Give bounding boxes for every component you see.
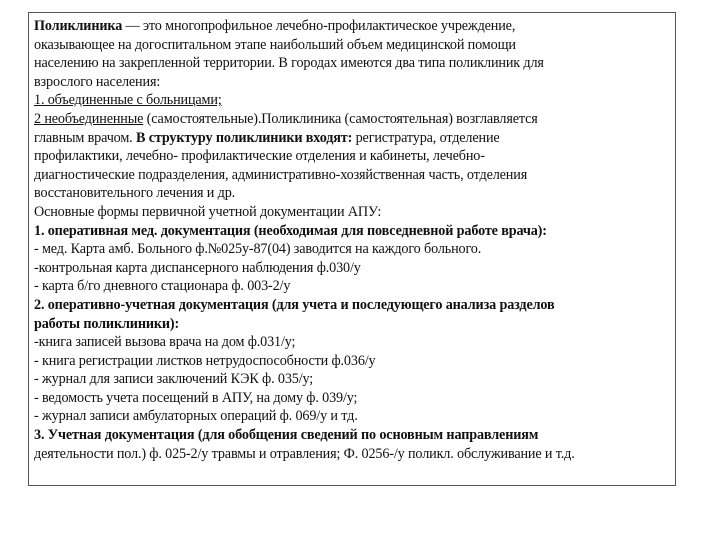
section-2-item: - журнал для записи заключений КЭК ф. 035/у; (34, 371, 314, 388)
type-item-2-rest: (самостоятельные).Поликлиника (самостоятельная) возглавляется (143, 110, 538, 127)
section-2-item: - ведомость учета посещений в АПУ, на дому ф. 039/у; (34, 389, 358, 406)
structure-text-1: регистратура, отделение (352, 129, 500, 146)
forms-heading: Основные формы первичной учетной документации АПУ: (34, 203, 382, 220)
structure-bold: В структуру поликлиники входят: (132, 129, 353, 146)
section-2-heading-line-2: работы поликлиники): (34, 315, 180, 332)
section-1-item: - карта б/го дневного стационара ф. 003-2/у (34, 278, 291, 295)
structure-line-1 (34, 129, 671, 148)
structure-line-4: восстановительного лечения и др. (34, 185, 236, 202)
section-3-heading: 3. Учетная документация (для обобщения сведений по основным направлениям (34, 427, 539, 444)
section-3-text: деятельности пол.) ф. 025-2/у травмы и отравления; Ф. 0256-/у поликл. обслуживание и т.д. (34, 445, 575, 462)
intro-line-1 (34, 17, 671, 36)
structure-prefix: главным врачом. (34, 129, 133, 146)
section-1-item: - мед. Карта амб. Больного ф.№025у-87(04) заводится на каждого больного. (34, 241, 482, 258)
structure-line-3: диагностические подразделения, административно-хозяйственная часть, отделения (34, 166, 528, 183)
intro-line-3: населению на закрепленной территории. В городах имеются два типа поликлиник для (34, 55, 544, 72)
definition-text-1: — это многопрофильное лечебно-профилактическое учреждение, (122, 18, 516, 34)
intro-line-4: взрослого населения: (34, 73, 161, 90)
structure-line-2: профилактики, лечебно- профилактические отделения и кабинеты, лечебно- (34, 148, 485, 165)
section-2-item: - журнал записи амбулаторных операций ф. 069/у и тд. (34, 408, 358, 425)
type-item-2 (34, 110, 671, 129)
intro-line-2: оказывающее на догоспитальном этапе наибольший объем медицинской помощи (34, 36, 516, 53)
section-2-item: -книга записей вызова врача на дом ф.031/у; (34, 334, 296, 351)
section-1-heading: 1. оперативная мед. документация (необходимая для повседневной работе врача): (34, 222, 547, 239)
section-1-item: -контрольная карта диспансерного наблюдения ф.030/у (34, 259, 361, 276)
section-2-item: - книга регистрации листков нетрудоспособности ф.036/у (34, 352, 376, 369)
section-2-heading-line-1: 2. оперативно-учетная документация (для учета и последующего анализа разделов (34, 296, 555, 313)
type-item-2-underlined: 2 необъединенные (34, 110, 144, 127)
term-poliklinika: Поликлиника (34, 18, 123, 34)
type-item-1: 1. объединенные с больницами; (34, 92, 222, 109)
document-frame (28, 12, 676, 486)
